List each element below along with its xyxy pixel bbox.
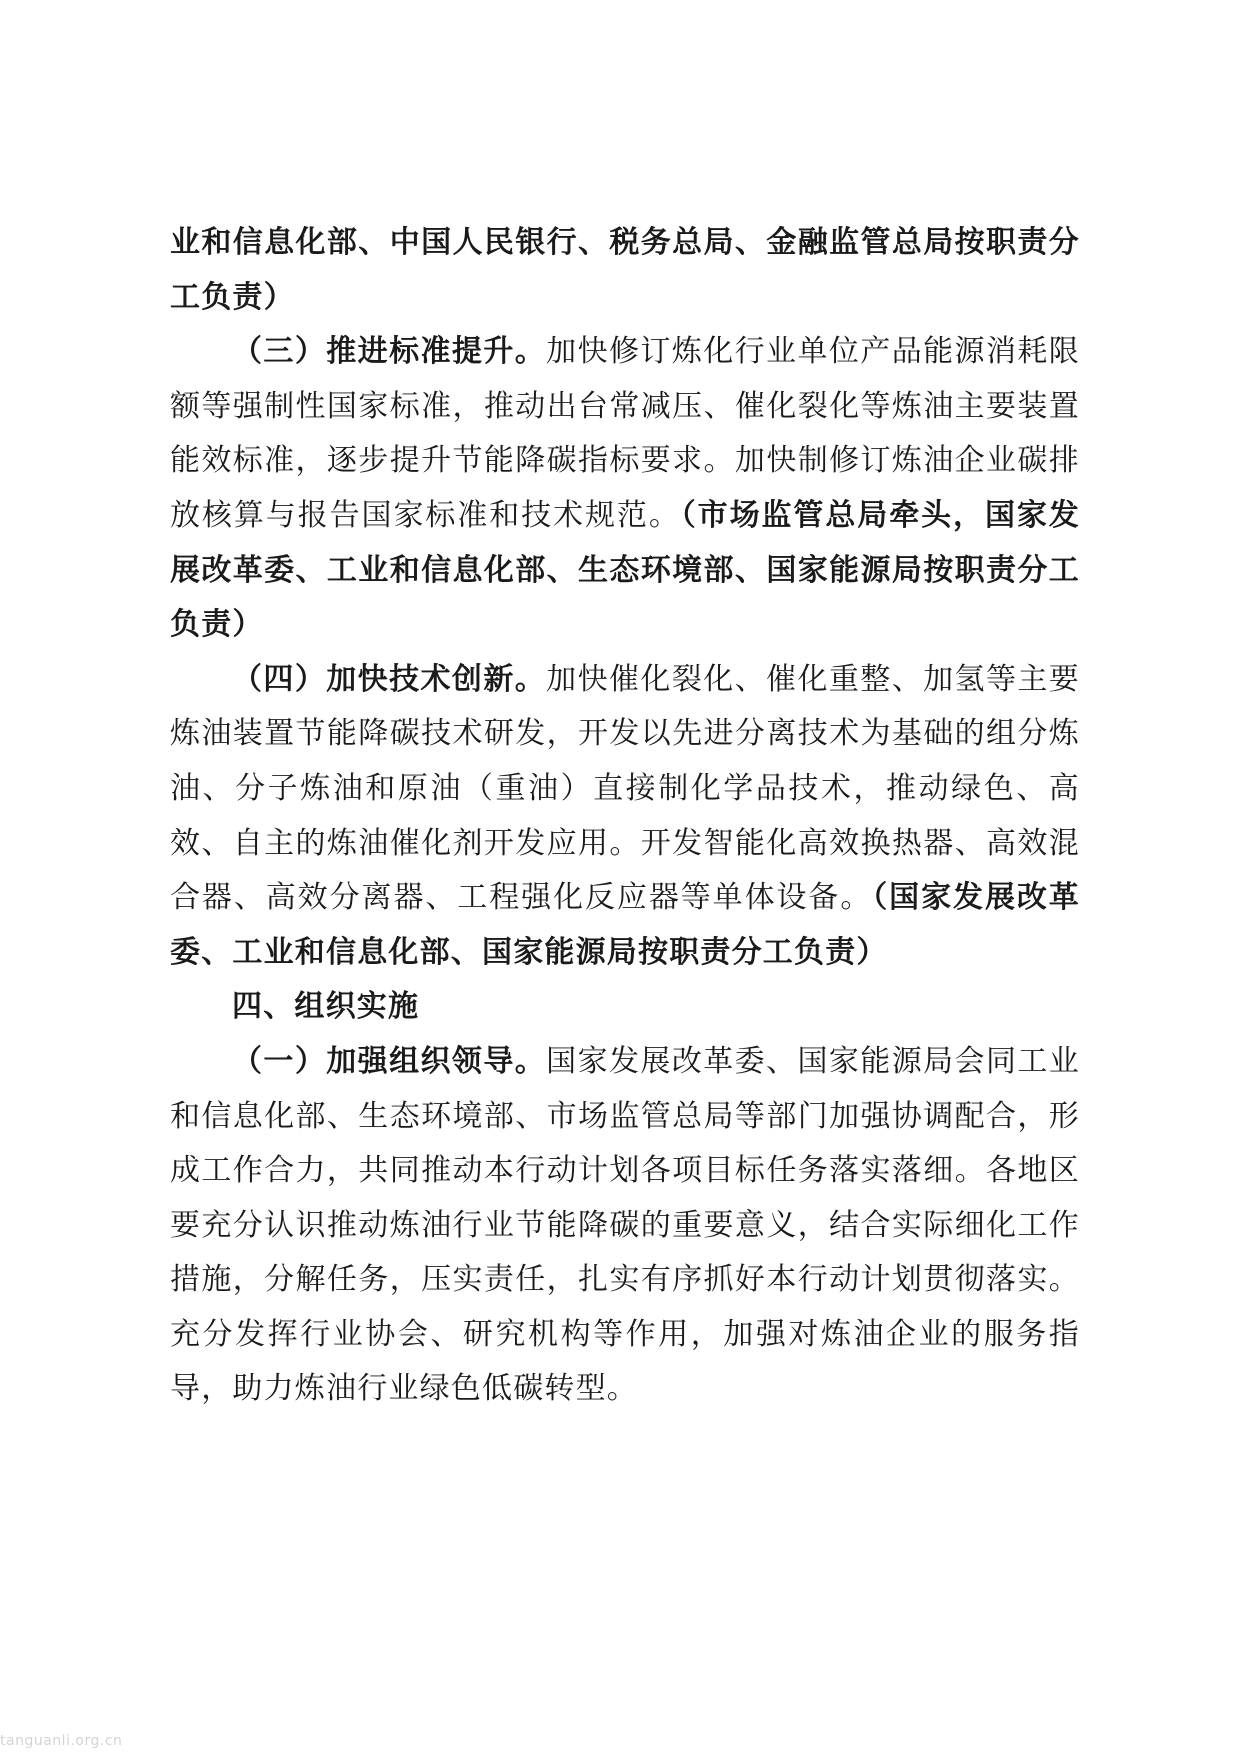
section-lead: （三）推进标准提升。 — [232, 334, 547, 370]
section-lead: （四）加快技术创新。 — [232, 661, 547, 697]
paragraph-organization — [170, 1035, 1080, 1417]
paragraph-body: 加快修订炼化行业单位产品能源消耗限额等强制性国家标准，推动出台常减压、催化裂化等炼油主要装置能效标准，逐步提升节能降碳指标要求。加快制修订炼油企业碳排放核算与报告国家标准和技术规范。 — [170, 334, 1080, 533]
paragraph-body: 国家发展改革委、国家能源局会同工业和信息化部、生态环境部、市场监管总局等部门加强协调配合，形成工作合力，共同推动本行动计划各项目标任务落实落细。各地区要充分认识推动炼油行业节能降碳的重要意义，结合实际细化工作措施，分解任务，压实责任，扎实有序抓好本行动计划贯彻落实。充分发挥行业协会、研究机构等作用，加强对炼油企业的服务指导，助力炼油行业绿色低碳转型。 — [170, 1043, 1080, 1407]
paragraph-innovation — [170, 653, 1080, 981]
watermark: tanguanli.org.cn — [0, 1733, 123, 1749]
section-lead: （一）加强组织领导。 — [232, 1043, 547, 1079]
paragraph-body: 加快催化裂化、催化重整、加氢等主要炼油装置节能降碳技术研发，开发以先进分离技术为基础的组分炼油、分子炼油和原油（重油）直接制化学品技术，推动绿色、高效、自主的炼油催化剂开发应用。开发智能化高效换热器、高效混合器、高效分离器、工程强化反应器等单体设备。 — [170, 661, 1080, 916]
responsibility-note: 业和信息化部、中国人民银行、税务总局、金融监管总局按职责分工负责） — [170, 225, 1080, 315]
document-body — [170, 216, 1080, 1417]
section-heading: 四、组织实施 — [232, 989, 420, 1025]
paragraph-continuation — [170, 216, 1080, 325]
responsibility-note: （市场监管总局牵头，国家发展改革委、工业和信息化部、生态环境部、国家能源局按职责分工负责） — [170, 497, 1081, 643]
paragraph-standards — [170, 325, 1080, 653]
responsibility-note: （国家发展改革委、工业和信息化部、国家能源局按职责分工负责） — [170, 880, 1080, 970]
